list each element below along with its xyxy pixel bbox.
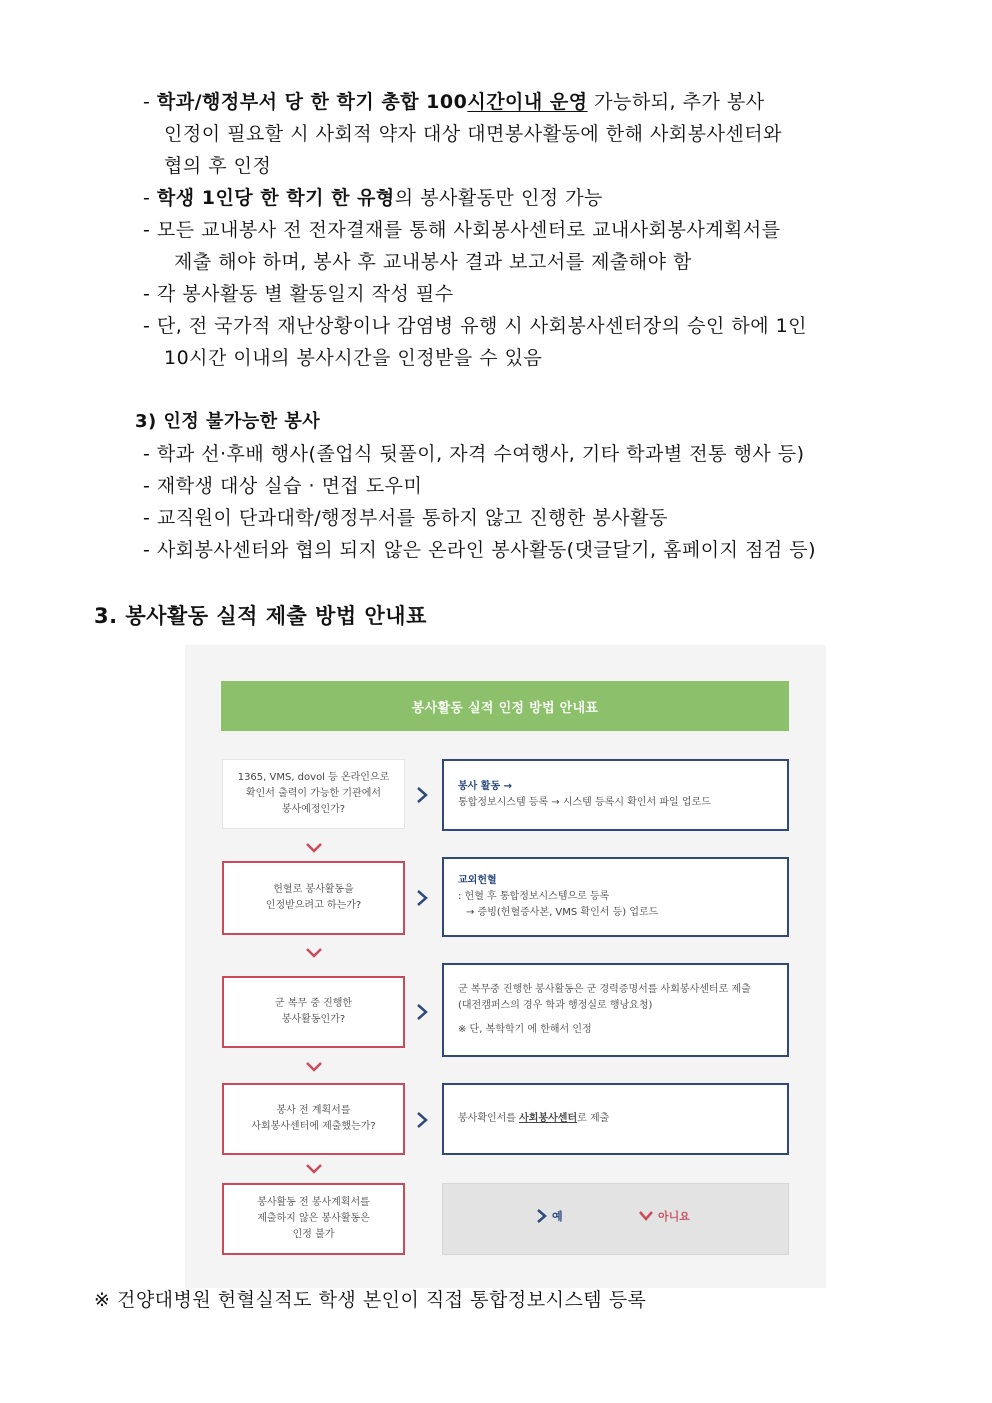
not-accepted-item: - 학과 선·후배 행사(졸업식 뒷풀이, 자격 수여행사, 기타 학과별 전통 행사 등)	[143, 443, 805, 465]
answer-text: 통합정보시스템 등록 → 시스템 등록시 확인서 파일 업로드	[458, 797, 711, 808]
chevron-right-icon	[415, 1002, 429, 1022]
question-line: 봉사활동 전 봉사계획서를	[257, 1197, 370, 1208]
not-accepted-item: - 교직원이 단과대학/행정부서를 통하지 않고 진행한 봉사활동	[143, 507, 668, 529]
question-line: 확인서 출력이 가능한 기관에서	[245, 788, 382, 799]
answer-label: 봉사 활동 →	[458, 781, 512, 792]
question-blood-donation	[222, 861, 405, 935]
bullet-disaster-cont: 10시간 이내의 봉사시간을 인정받을 수 있음	[164, 347, 543, 369]
chevron-down-icon	[304, 842, 324, 854]
result-not-accepted	[222, 1183, 405, 1255]
question-line: 1365, VMS, dovol 등 온라인으로	[237, 772, 390, 783]
question-line: 인정 불가	[292, 1229, 335, 1240]
answer-plan-submitted	[442, 1083, 789, 1155]
chevron-right-icon	[536, 1208, 548, 1224]
bullet-operation-limit-cont1: 인정이 필요할 시 사회적 약자 대상 대면봉사활동에 한해 사회봉사센터와	[164, 123, 782, 145]
answer-text: → 증빙(헌혈증사본, VMS 확인서 등) 업로드	[466, 907, 659, 918]
bullet-disaster: - 단, 전 국가적 재난상황이나 감염병 유행 시 사회봉사센터장의 승인 하에 1인	[143, 315, 808, 337]
answer-online-cert	[442, 759, 789, 831]
flow-diagram	[185, 645, 826, 1288]
question-online-cert	[222, 759, 405, 829]
bullet-one-type: - 학생 1인당 한 학기 한 유형의 봉사활동만 인정 가능	[143, 187, 603, 209]
question-military	[222, 976, 405, 1048]
chevron-down-icon	[304, 1163, 324, 1175]
legend-no	[638, 1208, 690, 1224]
chevron-down-icon	[638, 1210, 654, 1222]
chevron-down-icon	[304, 947, 324, 959]
chevron-down-icon	[304, 1061, 324, 1073]
bullet-activity-log: - 각 봉사활동 별 활동일지 작성 필수	[143, 283, 454, 305]
question-line: 사회봉사센터에 제출했는가?	[251, 1121, 376, 1132]
question-line: 헌혈로 봉사활동을	[273, 884, 354, 895]
answer-label: 교외헌혈	[458, 875, 497, 886]
bullet-operation-limit: - 학과/행정부서 당 한 학기 총합 100시간이내 운영 가능하되, 추가 봉사	[143, 91, 765, 113]
section-heading: 3. 봉사활동 실적 제출 방법 안내표	[94, 604, 427, 628]
legend-yes	[536, 1208, 563, 1224]
question-line: 인정받으려고 하는가?	[265, 900, 362, 911]
answer-military	[442, 963, 789, 1057]
question-line: 봉사예정인가?	[281, 804, 346, 815]
chevron-right-icon	[415, 1110, 429, 1130]
answer-text: : 헌혈 후 통합정보시스템으로 등록	[458, 891, 610, 902]
answer-note: ※ 단, 복학학기 에 한해서 인정	[458, 1024, 592, 1035]
legend-no-label: 아니요	[658, 1210, 690, 1223]
chevron-right-icon	[415, 888, 429, 908]
question-line: 군 복무 중 진행한	[274, 998, 353, 1009]
footnote: ※ 건양대병원 헌혈실적도 학생 본인이 직접 통합정보시스템 등록	[94, 1289, 647, 1311]
question-line: 봉사 전 계획서를	[276, 1105, 351, 1116]
legend	[442, 1183, 789, 1255]
not-accepted-item: - 사회봉사센터와 협의 되지 않은 온라인 봉사활동(댓글달기, 홈페이지 점검 등)	[143, 539, 817, 561]
question-line: 봉사활동인가?	[281, 1014, 346, 1025]
chevron-right-icon	[415, 785, 429, 805]
not-accepted-item: - 재학생 대상 실습 · 면접 도우미	[143, 475, 423, 497]
answer-blood-donation	[442, 857, 789, 937]
answer-text: (대전캠퍼스의 경우 학과 행정실로 행낭요청)	[458, 1000, 653, 1011]
not-accepted-heading: 3) 인정 불가능한 봉사	[135, 411, 321, 432]
question-plan-submitted	[222, 1083, 405, 1155]
bullet-approval: - 모든 교내봉사 전 전자결재를 통해 사회봉사센터로 교내사회봉사계획서를	[143, 219, 781, 241]
legend-yes-label: 예	[552, 1210, 563, 1223]
bullet-approval-cont: 제출 해야 하며, 봉사 후 교내봉사 결과 보고서를 제출해야 함	[174, 251, 692, 273]
bullet-operation-limit-cont2: 협의 후 인정	[164, 155, 272, 177]
answer-text: 군 복무중 진행한 봉사활동은 군 경력증명서를 사회봉사센터로 제출	[458, 984, 751, 995]
question-line: 제출하지 않은 봉사활동은	[257, 1213, 370, 1224]
answer-text: 봉사확인서를 사회봉사센터로 제출	[458, 1113, 610, 1124]
diagram-title: 봉사활동 실적 인정 방법 안내표	[221, 681, 789, 731]
